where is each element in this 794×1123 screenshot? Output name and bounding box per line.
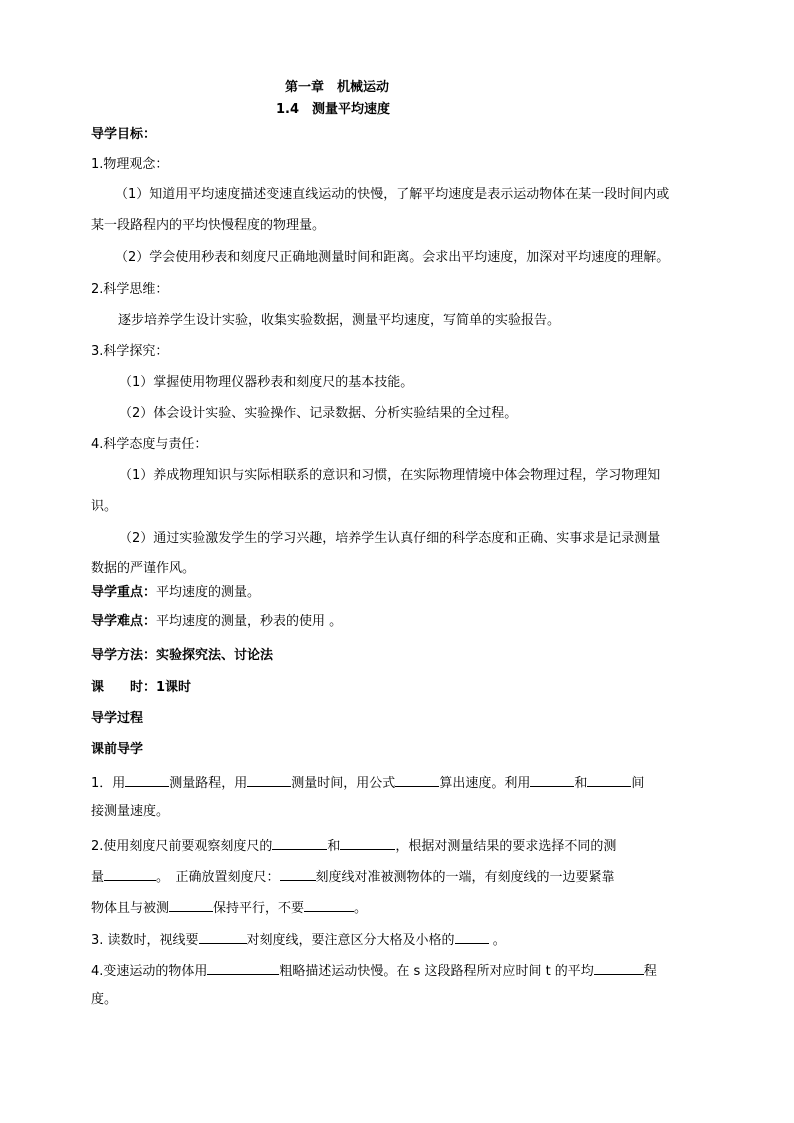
q3-text-a: 3. 读数时，视线要 (91, 933, 199, 948)
process-heading: 导学过程 (91, 711, 144, 726)
q4-text-b: 粗略描述运动快慢。在 s 这段路程所对应时间 t 的平均 (279, 964, 594, 979)
q4-text-a: 4.变速运动的物体用 (91, 964, 208, 979)
q3-text-c: 。 (488, 933, 506, 948)
answer-blank[interactable] (169, 898, 213, 912)
goal-1-item-1-line-2: 某一段路程内的平均快慢程度的物理量。 (91, 218, 326, 233)
answer-blank[interactable] (207, 961, 279, 975)
q1-text-d: 算出速度。利用 (439, 776, 531, 791)
answer-blank[interactable] (594, 961, 644, 975)
section-title: 1.4 测量平均速度 (276, 102, 391, 117)
question-4-line-2: 度。 (91, 992, 118, 1007)
answer-blank[interactable] (395, 773, 439, 787)
focus-label: 导学重点： (91, 585, 157, 600)
question-2-line-2 (91, 867, 615, 886)
goal-1-title: 1.物理观念： (91, 157, 169, 172)
q2-text-f: 刻度线对准被测物体的一端，有刻度线的一边要紧靠 (315, 870, 615, 885)
goal-3-item-2: （2）体会设计实验、实验操作、记录数据、分析实验结果的全过程。 (119, 406, 518, 421)
q1-text-f: 间 (631, 776, 645, 791)
q1-text-a: 1．用 (91, 776, 126, 791)
answer-blank[interactable] (455, 930, 489, 944)
question-3-line-1 (91, 930, 506, 949)
answer-blank[interactable] (587, 773, 631, 787)
chapter-title: 第一章 机械运动 (285, 80, 390, 95)
q2-text-a: 2.使用刻度尺前要观察刻度尺的 (91, 839, 273, 854)
goal-4-item-1-line-2: 识。 (91, 499, 118, 514)
q2-text-e: 。 正确放置刻度尺： (156, 870, 280, 885)
question-1-line-1 (91, 773, 644, 792)
q4-text-c: 程 (643, 964, 657, 979)
goal-3-item-1: （1）掌握使用物理仪器秒表和刻度尺的基本技能。 (119, 375, 414, 390)
difficulty-label: 导学难点： (91, 614, 157, 629)
answer-blank[interactable] (340, 836, 395, 850)
q2-text-g: 物体且与被测 (91, 901, 170, 916)
hours-line: 课 时：1课时 (91, 680, 192, 695)
pre-study-heading: 课前导学 (91, 742, 144, 757)
goal-1-item-2: （2）学会使用秒表和刻度尺正确地测量时间和距离。会求出平均速度，加深对平均速度的理解。 (115, 250, 670, 265)
q2-text-i: 。 (354, 901, 368, 916)
answer-blank[interactable] (280, 867, 316, 881)
method-line: 导学方法：实验探究法、讨论法 (91, 648, 274, 663)
question-4-line-1 (91, 961, 657, 980)
answer-blank[interactable] (247, 773, 291, 787)
q2-text-b: 和 (327, 839, 341, 854)
question-1-line-2: 接测量速度。 (91, 804, 170, 819)
q3-text-b: 对刻度线，要注意区分大格及小格的 (246, 933, 455, 948)
goal-4-item-1-line-1: （1）养成物理知识与实际相联系的意识和习惯，在实际物理情境中体会物理过程，学习物理知 (119, 468, 661, 483)
answer-blank[interactable] (272, 836, 327, 850)
answer-blank[interactable] (104, 867, 156, 881)
q1-text-b: 测量路程，用 (169, 776, 248, 791)
q2-text-h: 保持平行，不要 (213, 901, 305, 916)
goal-1-item-1-line-1: （1）知道用平均速度描述变速直线运动的快慢，了解平均速度是表示运动物体在某一段时间内或 (115, 187, 670, 202)
focus-text: 平均速度的测量。 (156, 585, 261, 600)
difficulty-text: 平均速度的测量，秒表的使用 。 (156, 614, 343, 629)
goal-4-item-2-line-2: 数据的严谨作风。 (91, 561, 196, 576)
answer-blank[interactable] (125, 773, 169, 787)
goal-4-title: 4.科学态度与责任： (91, 437, 208, 452)
goal-2-text: 逐步培养学生设计实验，收集实验数据，测量平均速度，写简单的实验报告。 (118, 313, 561, 328)
q1-text-e: 和 (574, 776, 588, 791)
focus-row (91, 585, 260, 601)
difficulty-row (91, 614, 342, 630)
q2-text-d: 量 (91, 870, 105, 885)
q2-text-c: ，根据对测量结果的要求选择不同的测 (395, 839, 617, 854)
q1-text-c: 测量时间，用公式 (291, 776, 396, 791)
goals-heading: 导学目标： (91, 127, 157, 142)
answer-blank[interactable] (199, 930, 247, 944)
question-2-line-3 (91, 898, 367, 917)
question-2-line-1 (91, 836, 616, 855)
goal-2-title: 2.科学思维： (91, 282, 169, 297)
answer-blank[interactable] (304, 898, 354, 912)
answer-blank[interactable] (530, 773, 574, 787)
goal-3-title: 3.科学探究： (91, 344, 169, 359)
goal-4-item-2-line-1: （2）通过实验激发学生的学习兴趣，培养学生认真仔细的科学态度和正确、实事求是记录测量 (119, 531, 661, 546)
